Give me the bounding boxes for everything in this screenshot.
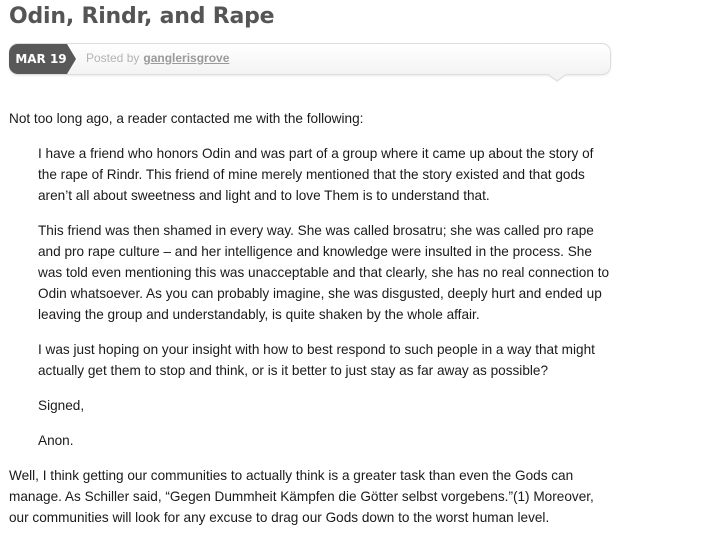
- quote-signature: Anon.: [38, 433, 74, 448]
- intro-paragraph: Not too long ago, a reader contacted me with the following:: [9, 111, 364, 126]
- post-title[interactable]: Odin, Rindr, and Rape: [9, 4, 275, 29]
- closing-paragraph: Well, I think getting our communities to actually think is a greater task than even the Gods can manage. As Schiller said, “Gegen Dummheit Kämpfen die Götter selbst vorgebens.”(1) Moreover, our communities will look for any excuse to drag our Gods down to the worst human level.: [9, 468, 594, 525]
- author-link[interactable]: ganglerisgrove: [143, 51, 230, 65]
- reader-letter-quote: [9, 143, 614, 451]
- quote-paragraph: I was just hoping on your insight with how to best respond to such people in a way that might actually get them to stop and think, or is it better to just stay as far away as possible?: [38, 342, 595, 378]
- post-body: [9, 108, 614, 528]
- meta-bar-pointer-inner: [547, 73, 567, 80]
- quote-paragraph: I have a friend who honors Odin and was part of a group where it came up about the story of the rape of Rindr. This friend of mine merely mentioned that the story existed and that gods aren’t all about sweetness and light and to love Them is to understand that.: [38, 146, 594, 203]
- quote-signoff: Signed,: [38, 398, 85, 413]
- date-badge-arrow: [67, 44, 76, 74]
- posted-by-label: Posted by: [86, 51, 140, 65]
- quote-paragraph: This friend was then shamed in every way. She was called brosatru; she was called pro rape and pro rape culture – and her intelligence and knowledge were insulted in the process. She was told even mentioning this was unacceptable and that clearly, she has no real connection to Odin whatsoever. As you can probably imagine, she was disgusted, deeply hurt and ended up leaving the group and understandably, is quite shaken by the whole affair.: [38, 223, 610, 322]
- posted-by: [86, 51, 229, 65]
- post-date-badge: MAR 19: [9, 44, 67, 74]
